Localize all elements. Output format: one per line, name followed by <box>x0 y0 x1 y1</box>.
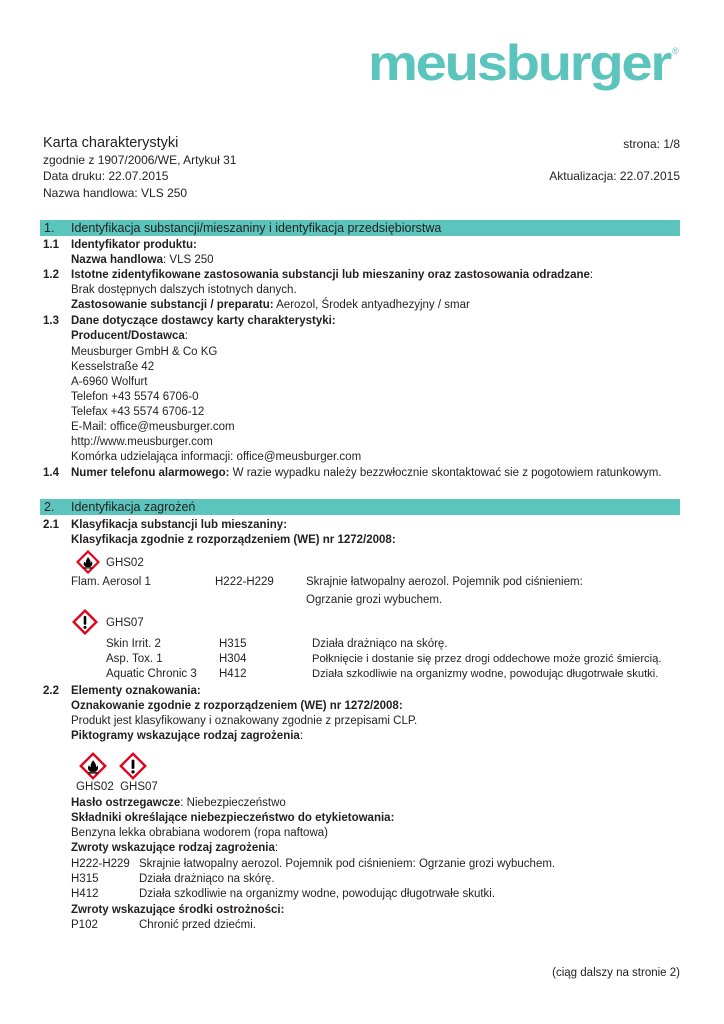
subsection-number: 2.2 <box>43 685 59 697</box>
p-phrases-label: Zwroty wskazujące środki ostrożności: <box>71 904 285 916</box>
trade-name: Nazwa handlowa: VLS 250 <box>43 186 188 200</box>
h-phrase-text: Działa szkodliwie na organizmy wodne, powodując długotrwałe skutki. <box>139 888 496 900</box>
emergency-phone-line: Numer telefonu alarmowego: W razie wypadku należy bezzwłocznie skontaktować sie z pogotowiem ratunkowym. <box>71 467 662 479</box>
section-2-title: Identyfikacja zagrożeń <box>71 500 196 514</box>
address-line: Telefax +43 5574 6706-12 <box>71 406 205 418</box>
signal-word: Hasło ostrzegawcze: Niebezpieczeństwo <box>71 797 286 809</box>
section-1-header <box>40 220 680 236</box>
usage-line: Zastosowanie substancji / preparatu: Aerozol, Środek antyadhezyjny / smar <box>71 299 470 311</box>
h-phrase-code: H412 <box>71 888 99 900</box>
ghs-code: GHS02 <box>106 557 144 569</box>
continued-note: (ciąg dalszy na stronie 2) <box>552 967 680 979</box>
subsection-number: 1.1 <box>43 239 59 251</box>
email-line[interactable]: E-Mail: office@meusburger.com <box>71 421 235 433</box>
address-line: Kesselstraße 42 <box>71 361 155 373</box>
info-contact-line: Komórka udzielająca informacji: office@meusburger.com <box>71 451 362 463</box>
hazard-code: H222-H229 <box>215 576 274 588</box>
update-date: Aktualizacja: 22.07.2015 <box>549 169 680 183</box>
section-1-number: 1. <box>44 221 55 235</box>
meusburger-logo <box>368 42 684 102</box>
h-phrase-code: H222-H229 <box>71 858 130 870</box>
website-link[interactable]: http://www.meusburger.com <box>71 436 213 448</box>
page-number: strona: 1/8 <box>623 137 680 151</box>
flame-icon <box>76 550 100 574</box>
h-phrases-label: Zwroty wskazujące rodzaj zagrożenia: <box>71 842 279 854</box>
labelling-regulation: Oznakowanie zgodnie z rozporządzeniem (WE) nr 1272/2008: <box>71 700 403 712</box>
subsection-title: Istotne zidentyfikowane zastosowania substancji lub mieszaniny oraz zastosowania odradzane: <box>71 269 594 281</box>
h-phrase-text: Działa drażniąco na skórę. <box>139 873 275 885</box>
classification-title: Klasyfikacja zgodnie z rozporządzeniem (WE) nr 1272/2008: <box>71 534 396 546</box>
hazard-text: Połknięcie i dostanie się przez drogi oddechowe może grozić śmiercią. <box>312 653 662 665</box>
pictograms-label: Piktogramy wskazujące rodzaj zagrożenia: <box>71 730 304 742</box>
hazard-code: H412 <box>219 668 247 680</box>
section-1-title: Identyfikacja substancji/mieszaniny i identyfikacja przedsiębiorstwa <box>71 221 442 235</box>
component-name: Benzyna lekka obrabiana wodorem (ropa naftowa) <box>71 827 328 839</box>
hazard-text: Działa drażniąco na skórę. <box>312 638 448 650</box>
hazard-text: Skrajnie łatwopalny aerozol. Pojemnik pod ciśnieniem: <box>306 576 583 588</box>
section-2-number: 2. <box>44 500 55 514</box>
section-2-header <box>40 499 680 515</box>
hazard-class: Asp. Tox. 1 <box>106 653 163 665</box>
ghs-code: GHS07 <box>106 617 144 629</box>
hazard-code: H315 <box>219 638 247 650</box>
address-line: Telefon +43 5574 6706-0 <box>71 391 199 403</box>
subsection-title: Identyfikator produktu: <box>71 239 197 251</box>
h-phrase-code: H315 <box>71 873 99 885</box>
pictogram-codes: GHS02 GHS07 <box>76 781 158 793</box>
h-phrase-text: Skrajnie łatwopalny aerozol. Pojemnik pod ciśnieniem: Ogrzanie grozi wybuchem. <box>139 858 556 870</box>
hazard-text: Ogrzanie grozi wybuchem. <box>306 594 443 606</box>
exclamation-icon <box>72 609 98 635</box>
producer-label: Producent/Dostawca: <box>71 330 188 342</box>
flame-icon <box>79 752 107 780</box>
subsection-title: Elementy oznakowania: <box>71 685 201 697</box>
print-date: Data druku: 22.07.2015 <box>43 169 169 183</box>
hazard-text: Działa szkodliwie na organizmy wodne, powodując długotrwałe skutki. <box>312 668 659 680</box>
components-label: Składniki określające niebezpieczeństwo do etykietowania: <box>71 812 395 824</box>
hazard-class: Skin Irrit. 2 <box>106 638 161 650</box>
p-phrase-text: Chronić przed dziećmi. <box>139 919 256 931</box>
subsection-title: Dane dotyczące dostawcy karty charakterystyki: <box>71 315 336 327</box>
document-title: Karta charakterystyki <box>43 135 179 151</box>
exclamation-icon <box>119 752 147 780</box>
clp-statement: Produkt jest klasyfikowany i oznakowany zgodnie z przepisami CLP. <box>71 715 418 727</box>
address-line: A-6960 Wolfurt <box>71 376 148 388</box>
hazard-class: Flam. Aerosol 1 <box>71 576 151 588</box>
subsection-number: 1.2 <box>43 269 59 281</box>
address-line: Meusburger GmbH & Co KG <box>71 346 218 358</box>
subsection-number: 2.1 <box>43 519 59 531</box>
regulation: zgodnie z 1907/2006/WE, Artykuł 31 <box>43 153 237 167</box>
no-data-text: Brak dostępnych dalszych istotnych danych. <box>71 284 297 296</box>
hazard-class: Aquatic Chronic 3 <box>106 668 197 680</box>
subsection-title: Klasyfikacja substancji lub mieszaniny: <box>71 519 288 531</box>
registered-mark: ® <box>672 46 679 56</box>
subsection-number: 1.3 <box>43 315 59 327</box>
p-phrase-code: P102 <box>71 919 98 931</box>
trade-name-line: Nazwa handlowa: VLS 250 <box>71 254 214 266</box>
hazard-code: H304 <box>219 653 247 665</box>
brand-name: meusburger <box>368 42 672 91</box>
subsection-number: 1.4 <box>43 467 59 479</box>
